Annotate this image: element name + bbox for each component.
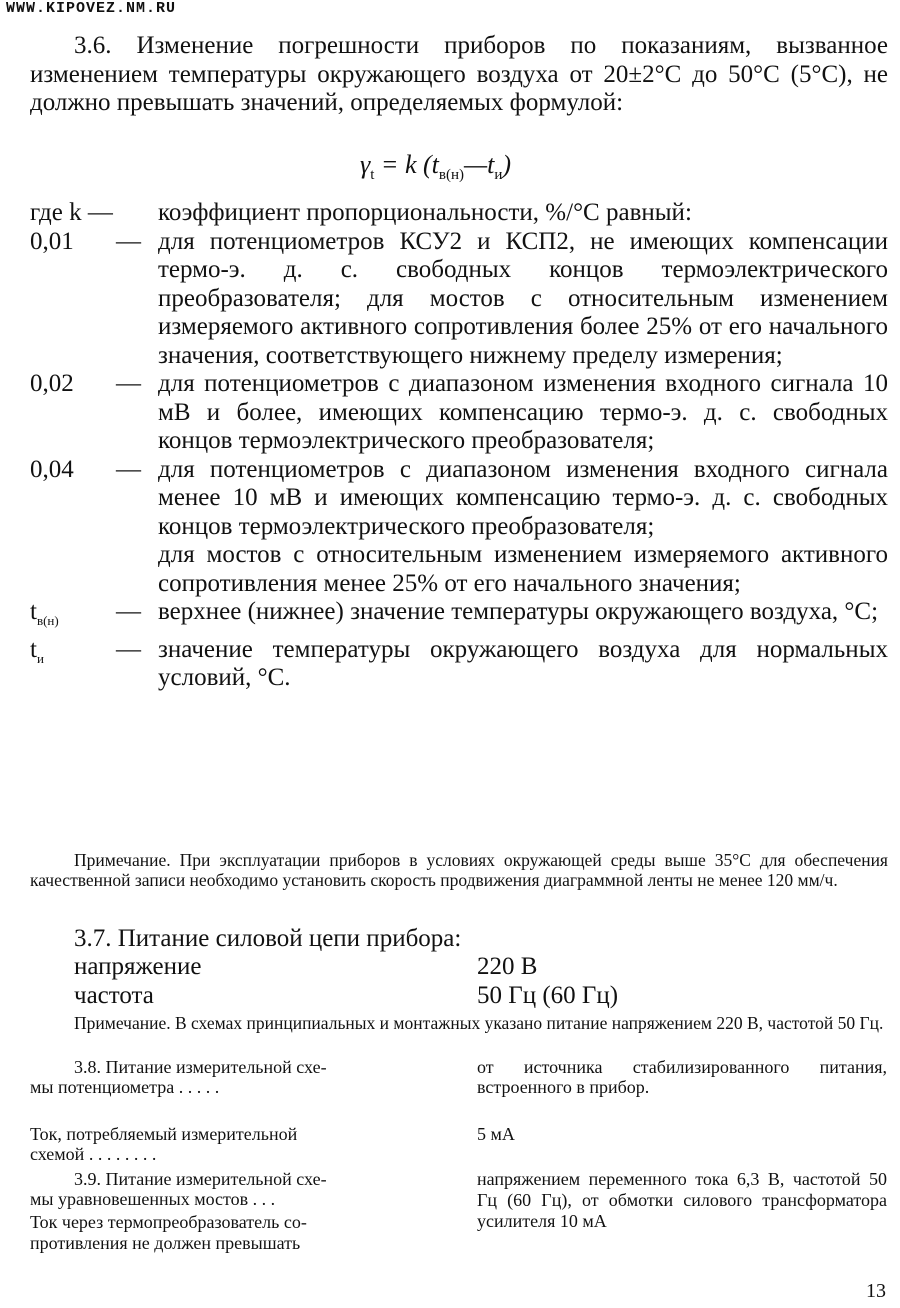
definition-tv: $t_{в(н)}$ — верхнее (нижнее) значение температуры окружающего воздуха, °С;	[30, 598, 888, 636]
where-text: коэффициент пропорциональности, %/°С равный:	[158, 199, 692, 226]
note-temperature: Примечание. При эксплуатации приборов в условиях окружающей среды выше 35°С для обеспечения качественной записи необходимо установить скорость продвижения диаграммной ленты не менее 120 мм/ч.	[30, 850, 888, 890]
definition-tu: $t_и$ — значение температуры окружающего воздуха для нормальных условий, °С.	[30, 635, 888, 691]
tu-text: значение температуры окружающего воздуха для нормальных условий, °С.	[158, 635, 888, 691]
coef-term: 0,02	[30, 370, 74, 397]
s39-left-4: противления не должен превышать	[30, 1233, 301, 1253]
current-left-2: схемой . . . . . . . .	[30, 1144, 157, 1164]
page-number: 13	[866, 1280, 886, 1302]
s38-left-1: 3.8. Питание измерительной схе-	[74, 1057, 327, 1077]
formula-lhs-sub: t	[370, 167, 375, 184]
s39-left-3: Ток через термопреобразователь со-	[30, 1212, 307, 1232]
s38-left-2: мы потенциометра . . . . .	[30, 1077, 220, 1097]
note-power: Примечание. В схемах принципиальных и монтажных указано питание напряжением 220 В, частотой 50 Гц.	[74, 1013, 884, 1033]
tv-symbol: t	[30, 598, 37, 625]
site-watermark: WWW.KIPOVEZ.NM.RU	[6, 0, 177, 17]
tv-sub: в(н)	[36, 613, 59, 628]
coef-text: для мостов с относительным изменением измеряемого активного сопротивления менее 25% от его начального значения;	[158, 541, 888, 597]
where-lead: где k	[30, 199, 82, 226]
definition-where: где k — коэффициент пропорциональности, %/°С равный:	[30, 199, 888, 228]
coef-term: 0,01	[30, 227, 74, 255]
definition-coef-2: 0,04 — для потенциометров с диапазоном изменения входного сигнала менее 10 мВ и имеющих компенсацию термо-э. д. с. свободных концов термоэлектрического преобразователя;	[30, 455, 888, 540]
coef-term: 0,04	[30, 455, 74, 483]
formula-mid: —t	[464, 150, 495, 179]
voltage-value: 220 В	[477, 953, 538, 980]
definition-coef-3	[30, 541, 888, 598]
paragraph-3-6: 3.6. Изменение погрешности приборов по показаниям, вызванное изменением температуры окружающего воздуха от 20±2°С до 50°С (5°С), не должно превышать значений, определяемых формулой:	[30, 32, 888, 116]
tv-text: верхнее (нижнее) значение температуры окружающего воздуха, °С;	[158, 598, 879, 625]
formula-lhs: γ	[360, 150, 371, 179]
tu-sub: и	[36, 650, 44, 666]
coef-text: для потенциометров с диапазоном изменения входного сигнала 10 мВ и более, имеющих компенсацию термо-э. д. с. свободных концов термоэлектрического преобразователя;	[158, 370, 888, 454]
voltage-label: напряжение	[74, 953, 202, 980]
s39-right: напряжением переменного тока 6,3 В, частотой 50 Гц (60 Гц), от обмотки силового трансформатора усилителя 10 мА	[477, 1169, 887, 1231]
definition-coef-1: 0,02 — для потенциометров с диапазоном изменения входного сигнала 10 мВ и более, имеющих компенсацию термо-э. д. с. свободных концов термоэлектрического преобразователя;	[30, 370, 888, 454]
s39-left-2: мы уравновешенных мостов . . .	[30, 1189, 276, 1209]
s38-right: от источника стабилизированного питания, встроенного в прибор.	[477, 1057, 887, 1097]
section-3-7-title: 3.7. Питание силовой цепи прибора:	[74, 925, 462, 952]
formula	[360, 150, 511, 184]
formula-eq: = k (t	[374, 150, 439, 179]
formula-close: )	[502, 150, 512, 179]
current-right: 5 мА	[477, 1124, 515, 1144]
formula-sub1: в(н)	[438, 167, 464, 184]
s39-left-1: 3.9. Питание измерительной схе-	[74, 1169, 327, 1189]
definition-coef-0: 0,01 — для потенциометров КСУ2 и КСП2, не имеющих компенсации термо-э. д. с. свободных концов термоэлектрического преобразователя; для мостов с относительным изменением измеряемого активного сопротивления более 25% от его начального значения, соответствующего нижнему пределу измерения;	[30, 227, 888, 369]
coef-text: для потенциометров с диапазоном изменения входного сигнала менее 10 мВ и имеющих компенсацию термо-э. д. с. свободных концов термоэлектрического преобразователя;	[158, 455, 888, 540]
frequency-value: 50 Гц (60 Гц)	[477, 982, 619, 1009]
formula-sub2: и	[494, 167, 503, 184]
current-left-1: Ток, потребляемый измерительной	[30, 1124, 298, 1144]
frequency-label: частота	[74, 982, 154, 1009]
definitions-list	[30, 199, 888, 693]
coef-text: для потенциометров КСУ2 и КСП2, не имеющих компенсации термо-э. д. с. свободных концов термоэлектрического преобразователя; для мостов с относительным изменением измеряемого активного сопротивления более 25% от его начального значения, соответствующего нижнему пределу измерения;	[158, 227, 888, 369]
tu-symbol: t	[30, 635, 37, 663]
